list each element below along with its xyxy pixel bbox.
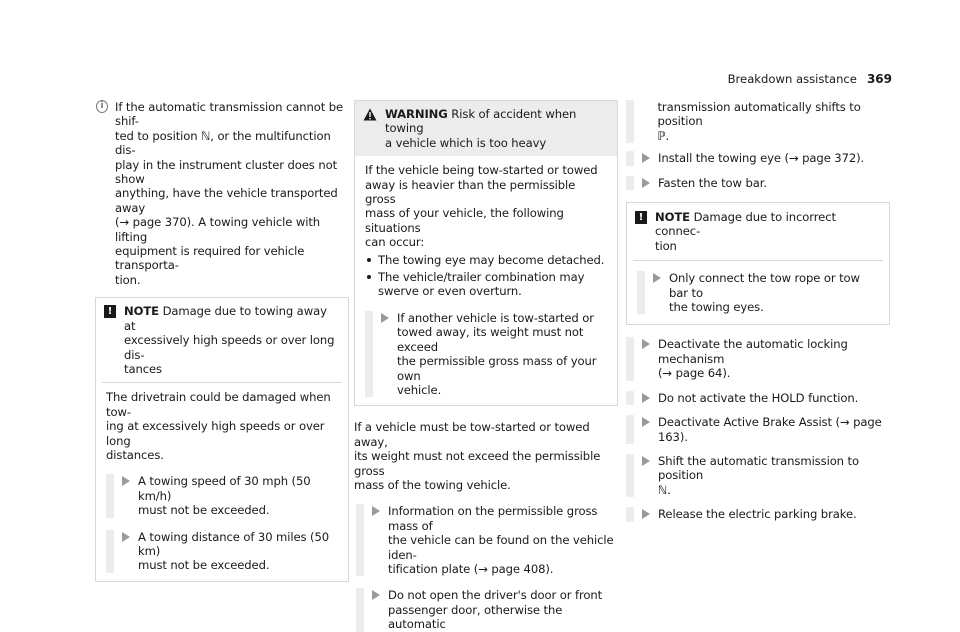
arrow-icon <box>372 590 380 600</box>
warning-label: WARNING <box>385 107 448 121</box>
note-title-text: Damage due to towing away at excessively high speeds or over long dis- tances <box>124 304 335 376</box>
info-block <box>96 100 349 287</box>
step-shift-neutral <box>626 454 892 497</box>
warning-triangle-icon <box>363 108 377 121</box>
note-body <box>96 383 348 580</box>
warning-title <box>385 107 609 150</box>
bullet-icon <box>367 275 371 279</box>
info-text: If the automatic transmission cannot be shif- ted to position ℕ, or the multifunction dis- play in the instrument cluster does not show anything, have the vehicle transported away (→ page 370). A towing vehicle with lifting equipment is required for vehicle transporta- tion. <box>115 100 344 287</box>
step-gross-mass-info <box>356 504 620 576</box>
note-step-text: A towing speed of 30 mph (50 km/h) must not be exceeded. <box>138 474 311 518</box>
column-1 <box>96 100 349 582</box>
warning-body-text: If the vehicle being tow-started or towed away is heavier than the permissible gross mass of your vehicle, the following situations can occur: <box>365 163 598 250</box>
page-header <box>728 72 892 86</box>
arrow-icon <box>642 417 650 427</box>
note-label: NOTE <box>124 304 159 319</box>
warning-body <box>355 156 617 405</box>
note-header <box>627 203 889 257</box>
warning-bullet-2 <box>367 270 608 299</box>
arrow-icon <box>122 476 130 486</box>
arrow-icon <box>642 393 650 403</box>
towing-paragraph: If a vehicle must be tow-started or towed away, its weight must not exceed the permissible gross mass of the towing vehicle. <box>354 420 601 492</box>
step-towing-eye <box>626 151 892 165</box>
note-title <box>124 304 340 376</box>
note-body <box>627 261 889 324</box>
continued-text: transmission automatically shifts to position ℙ. <box>657 100 861 143</box>
arrow-icon <box>642 178 650 188</box>
warning-box <box>354 100 618 406</box>
bullet-text: The vehicle/trailer combination may swerve or even overturn. <box>378 270 585 299</box>
warning-header <box>355 101 617 156</box>
note-label: NOTE <box>655 210 690 225</box>
step-text: Fasten the tow bar. <box>658 175 767 190</box>
section-title: Breakdown assistance <box>727 72 857 86</box>
step-text: Shift the automatic transmission to position ℕ. <box>658 453 859 497</box>
step-text: Deactivate Active Brake Assist (→ page 163). <box>658 415 882 444</box>
note-title <box>655 210 881 253</box>
step-text: Information on the permissible gross mass of the vehicle can be found on the vehicle iden- tification plate (→ page 408). <box>388 504 614 576</box>
step-text: Do not activate the HOLD function. <box>658 390 859 405</box>
arrow-icon <box>642 509 650 519</box>
arrow-icon <box>381 313 389 323</box>
arrow-icon <box>122 532 130 542</box>
step-locking-mechanism <box>626 337 892 380</box>
note-title-text: Damage due to incorrect connec- tion <box>655 210 836 253</box>
arrow-icon <box>642 153 650 163</box>
note-step-1 <box>106 474 339 517</box>
note-step <box>637 271 880 314</box>
note-step-text: A towing distance of 30 miles (50 km) must not be exceeded. <box>138 529 330 573</box>
bullet-icon <box>367 258 371 262</box>
column-3 <box>626 100 892 522</box>
step-text: Do not open the driver's door or front passenger door, otherwise the automatic <box>388 588 603 632</box>
step-parking-brake <box>626 507 892 521</box>
note-box-towing-speed <box>95 297 349 582</box>
info-icon: i <box>96 100 108 113</box>
note-step-2 <box>106 530 339 573</box>
note-header <box>96 298 348 380</box>
exclamation-icon: ! <box>635 211 647 224</box>
step-brake-assist <box>626 415 892 444</box>
continued-step <box>626 100 892 143</box>
step-text: Release the electric parking brake. <box>658 507 857 522</box>
step-doors <box>356 588 620 631</box>
exclamation-icon: ! <box>104 305 116 318</box>
step-text: Install the towing eye (→ page 372). <box>658 151 865 166</box>
arrow-icon <box>642 456 650 466</box>
arrow-icon <box>642 339 650 349</box>
note-box-connection <box>626 202 890 325</box>
note-step-text: Only connect the tow rope or tow bar to the towing eyes. <box>669 271 860 315</box>
warning-step-text: If another vehicle is tow-started or towed away, its weight must not exceed the permissible gross mass of your own vehicle. <box>397 310 597 397</box>
column-2 <box>354 100 620 632</box>
step-text: Deactivate the automatic locking mechanism (→ page 64). <box>658 337 848 381</box>
note-body-text: The drivetrain could be damaged when tow- ing at excessively high speeds or over long distances. <box>106 390 331 462</box>
warning-title-text: Risk of accident when towing a vehicle which is too heavy <box>385 107 577 150</box>
page-number: 369 <box>866 72 892 86</box>
warning-step <box>365 311 608 397</box>
step-hold-function <box>626 391 892 405</box>
step-tow-bar <box>626 176 892 190</box>
arrow-icon <box>653 273 661 283</box>
warning-bullet-1 <box>367 253 608 267</box>
arrow-icon <box>372 506 380 516</box>
bullet-text: The towing eye may become detached. <box>378 252 605 267</box>
